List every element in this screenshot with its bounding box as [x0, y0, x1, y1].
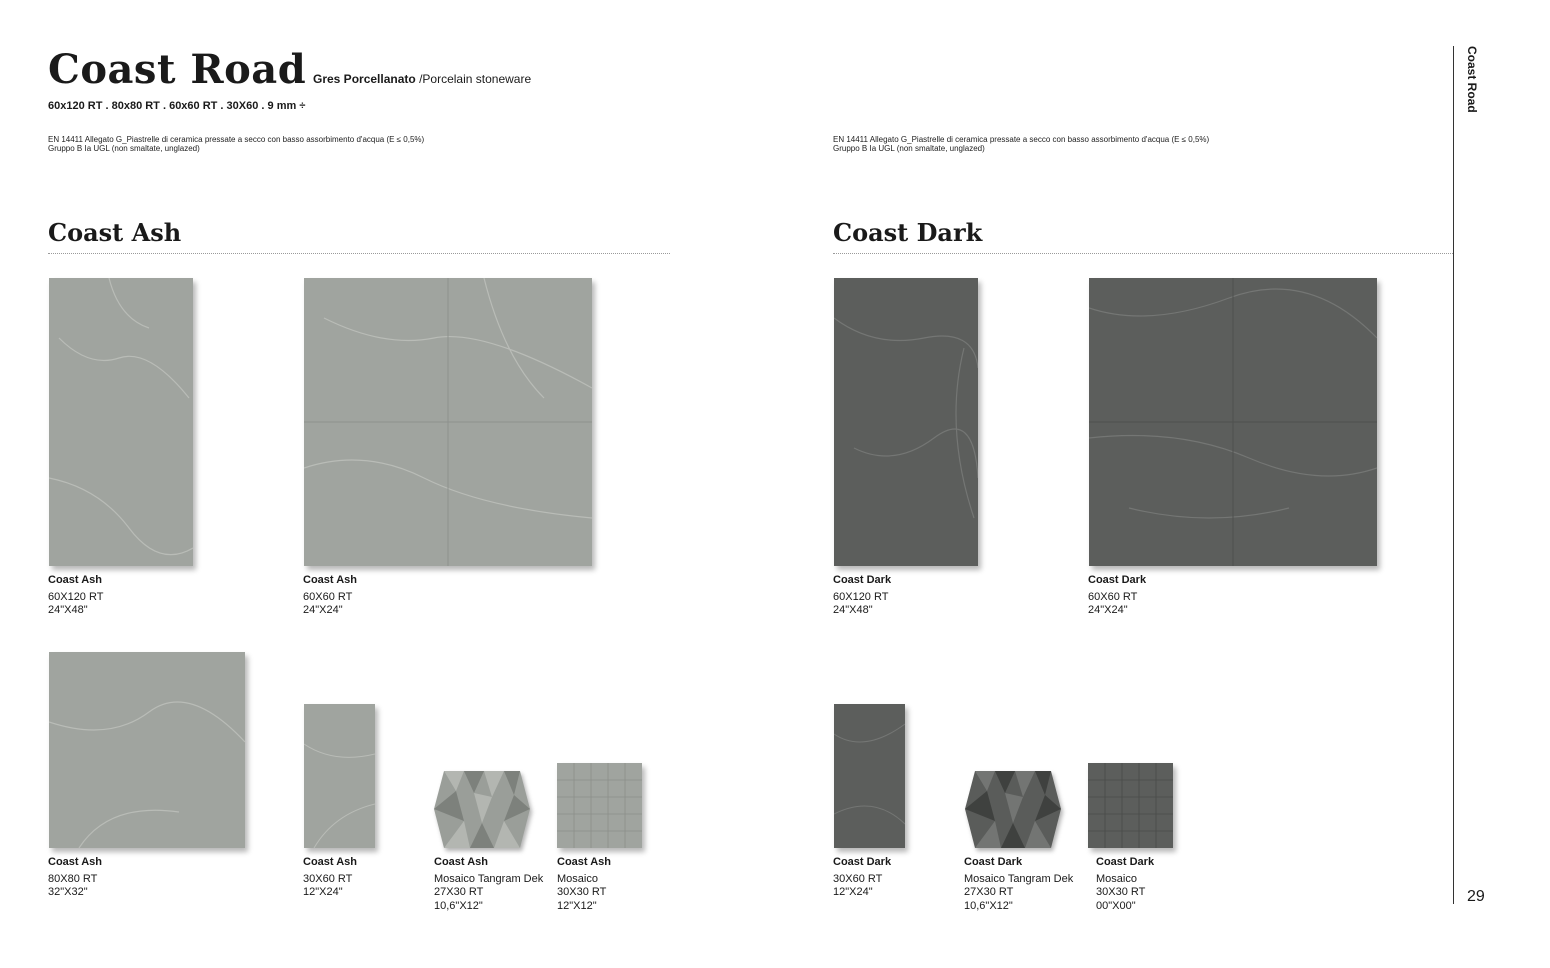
caption-name: Coast Ash: [303, 856, 357, 868]
caption-name: Coast Ash: [303, 574, 357, 586]
norm-line-2: Gruppo B Ia UGL (non smaltate, unglazed): [833, 144, 985, 153]
material-it: Gres Porcellanato: [313, 72, 416, 86]
caption-ash-30x60: [303, 856, 357, 900]
caption-dark-tangram: [964, 856, 1073, 913]
caption-dark-60x120: [833, 574, 891, 618]
caption-size: 80X80 RT: [48, 872, 98, 885]
caption-size: 60X120 RT: [48, 590, 104, 603]
sidebar-title: Coast Road: [1465, 46, 1479, 113]
sidebar-divider: [1453, 46, 1454, 904]
caption-inches: 32"X32": [48, 886, 88, 898]
tile-dark-60x120: [834, 278, 978, 566]
caption-inches: 12"X12": [557, 899, 597, 912]
caption-size: 30X60 RT: [833, 872, 883, 885]
caption-name: Coast Dark: [1088, 574, 1147, 586]
section-divider-dark: [833, 253, 1453, 254]
caption-size: 27X30 RT: [964, 886, 1014, 898]
caption-size: 60X120 RT: [833, 590, 889, 603]
caption-name: Coast Dark: [833, 574, 892, 586]
caption-dark-30x60: [833, 856, 891, 900]
tile-ash-60x120: [49, 278, 193, 566]
caption-inches: 24"X24": [1088, 604, 1128, 616]
tile-ash-60x60: [304, 278, 592, 566]
caption-ash-mosaic: [557, 856, 611, 913]
caption-inches: 10,6"X12": [964, 899, 1013, 912]
caption-type: Mosaico: [557, 872, 598, 885]
section-title-dark: Coast Dark: [833, 218, 983, 247]
caption-name: Coast Dark: [833, 856, 892, 868]
caption-inches: 12"X24": [303, 886, 343, 898]
caption-name: Coast Ash: [434, 856, 488, 868]
tile-dark-60x60: [1089, 278, 1377, 566]
caption-name: Coast Dark: [1096, 856, 1155, 868]
formats-line: [48, 100, 305, 112]
tile-ash-tangram: [434, 771, 530, 848]
caption-inches: 24"X48": [833, 604, 873, 616]
caption-name: Coast Ash: [557, 856, 611, 868]
norm-text-right: [833, 135, 1209, 153]
norm-line-1: EN 14411 Allegato G_Piastrelle di ceramica pressate a secco con basso assorbimento d'acqua (E ≤ 0,5%): [48, 135, 425, 144]
material-en: /Porcelain stoneware: [419, 72, 532, 86]
caption-ash-tangram: [434, 856, 543, 913]
caption-ash-80x80: [48, 856, 102, 900]
tile-dark-30x60: [834, 704, 905, 848]
caption-ash-60x60: [303, 574, 357, 618]
caption-name: Coast Ash: [48, 856, 102, 868]
tile-ash-30x60: [304, 704, 375, 848]
caption-dark-mosaic: [1096, 856, 1154, 913]
caption-size: 30X60 RT: [303, 872, 353, 885]
caption-dark-60x60: [1088, 574, 1146, 618]
caption-size: 30X30 RT: [1096, 886, 1146, 898]
norm-line-1: EN 14411 Allegato G_Piastrelle di ceramica pressate a secco con basso assorbimento d'acqua (E ≤ 0,5%): [833, 135, 1210, 144]
caption-type: Mosaico Tangram Dek: [964, 872, 1074, 885]
caption-inches: 24"X48": [48, 604, 88, 616]
caption-name: Coast Dark: [964, 856, 1023, 868]
page-number: 29: [1467, 888, 1485, 905]
caption-inches: 00"X00": [1096, 899, 1136, 912]
section-title-ash: Coast Ash: [48, 218, 182, 247]
norm-text-left: [48, 135, 424, 153]
rectified-icon: ÷: [299, 100, 306, 112]
norm-line-2: Gruppo B Ia UGL (non smaltate, unglazed): [48, 144, 200, 153]
caption-inches: 24"X24": [303, 604, 343, 616]
caption-type: Mosaico Tangram Dek: [434, 872, 544, 885]
tile-dark-tangram: [965, 771, 1061, 848]
tile-ash-mosaic: [557, 763, 642, 848]
material-subtitle: [313, 72, 531, 86]
caption-size: 60X60 RT: [303, 590, 353, 603]
tile-dark-mosaic: [1088, 763, 1173, 848]
tile-ash-80x80: [49, 652, 245, 848]
caption-ash-60x120: [48, 574, 103, 618]
caption-size: 27X30 RT: [434, 886, 484, 898]
caption-inches: 10,6"X12": [434, 899, 483, 912]
caption-inches: 12"X24": [833, 886, 873, 898]
caption-type: Mosaico: [1096, 872, 1137, 885]
caption-name: Coast Ash: [48, 574, 102, 586]
section-divider-ash: [48, 253, 670, 254]
caption-size: 30X30 RT: [557, 886, 607, 898]
formats-text: 60x120 RT . 80x80 RT . 60x60 RT . 30X60 . 9 mm: [48, 100, 297, 112]
caption-size: 60X60 RT: [1088, 590, 1138, 603]
page-title: Coast Road: [48, 46, 307, 93]
